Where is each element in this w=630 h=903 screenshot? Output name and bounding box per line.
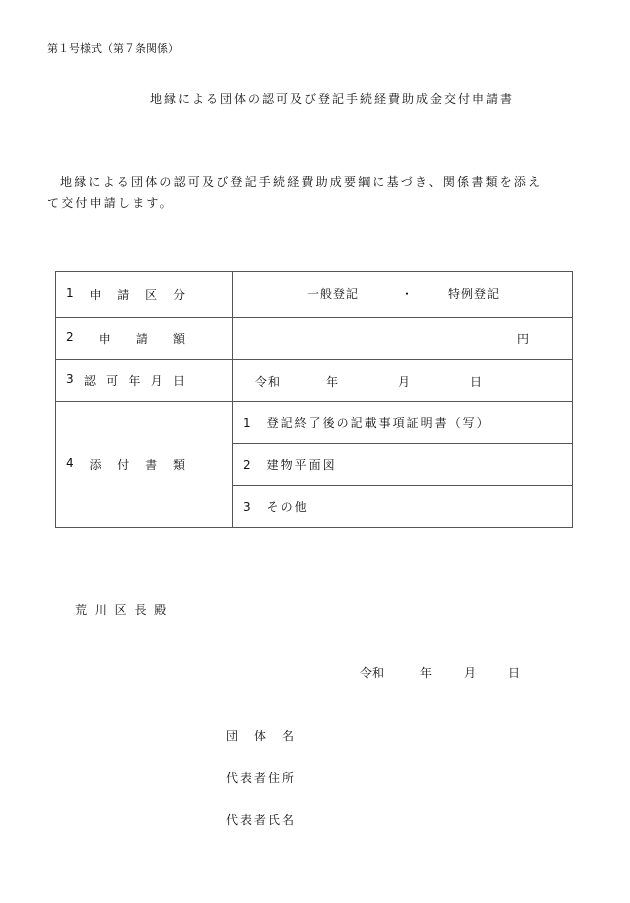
label-attachments: 4 添 付 書 類	[66, 456, 186, 472]
label-approval-date: 3 認 可 年 月 日	[66, 372, 186, 388]
attachment-item: 1 登記終了後の記載事項証明書（写）	[233, 402, 573, 444]
date-month: 月	[464, 666, 477, 680]
option-special-registration[interactable]: 特例登記	[448, 286, 501, 301]
table-row-category	[56, 272, 573, 318]
era-label: 令和	[255, 374, 282, 389]
label-amount: 2 申 請 額	[66, 330, 186, 346]
form-number: 第１号様式（第７条関係）	[47, 42, 179, 55]
date-year: 年	[420, 666, 433, 680]
day-label: 日	[470, 374, 484, 389]
table-row-amount	[56, 318, 573, 360]
attachment-item: 3 その他	[233, 486, 573, 528]
body-text-line2: て交付申請します。	[47, 196, 174, 210]
representative-name-label: 代表者氏名	[226, 813, 297, 827]
date-era: 令和	[360, 666, 385, 680]
date-day: 日	[508, 666, 521, 680]
approval-date-field[interactable]	[233, 360, 573, 402]
application-table	[55, 271, 573, 528]
option-separator: ・	[401, 286, 415, 301]
month-label: 月	[398, 374, 412, 389]
label-category: 1 申 請 区 分	[66, 286, 186, 302]
table-row-approval-date	[56, 360, 573, 402]
document-title: 地縁による団体の認可及び登記手続経費助成金交付申請書	[150, 92, 515, 106]
body-text-line1: 地縁による団体の認可及び登記手続経費助成要綱に基づき、関係書類を添え	[60, 175, 543, 189]
representative-address-label: 代表者住所	[226, 771, 297, 785]
addressee: 荒 川 区 長 殿	[75, 603, 169, 617]
table-row-attachments	[56, 402, 573, 444]
option-general-registration[interactable]: 一般登記	[307, 286, 360, 301]
yen-unit: 円	[516, 332, 530, 346]
amount-field[interactable]	[233, 318, 573, 360]
attachment-item: 2 建物平面図	[233, 444, 573, 486]
group-name-label: 団 体 名	[226, 729, 297, 743]
year-label: 年	[326, 374, 340, 389]
